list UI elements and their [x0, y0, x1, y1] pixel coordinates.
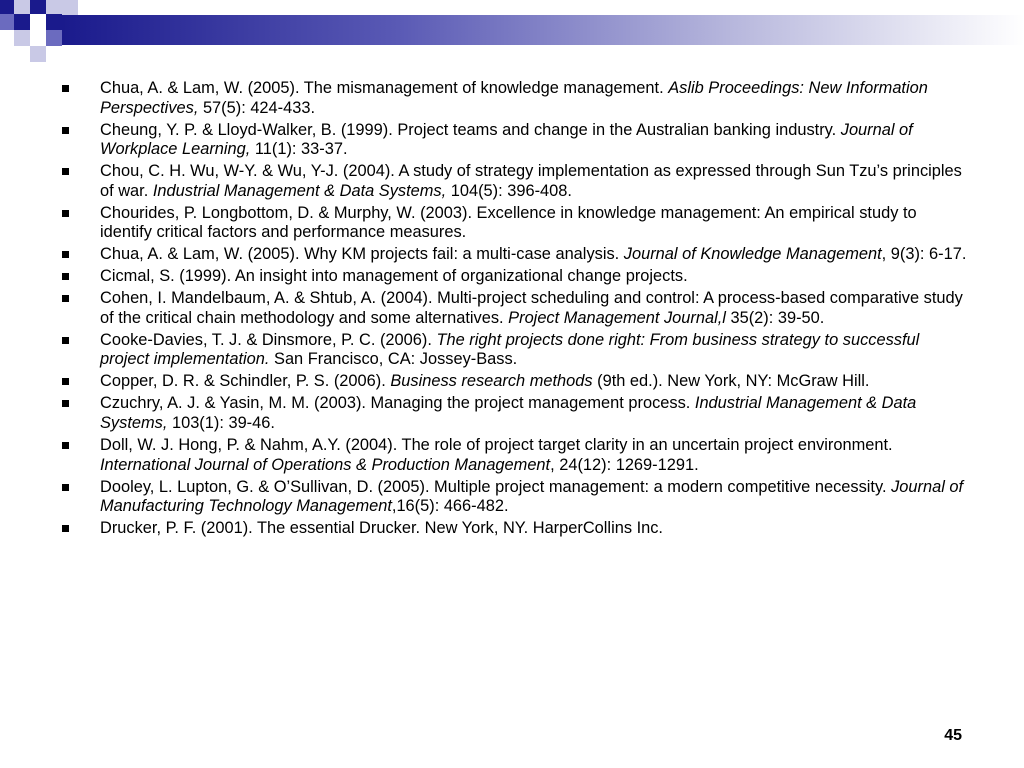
- reference-text: 11(1): 33-37.: [250, 140, 348, 159]
- reference-text: , 9(3): 6-17.: [881, 245, 967, 264]
- reference-text: Copper, D. R. & Schindler, P. S. (2006).: [100, 372, 391, 391]
- reference-text: Cheung, Y. P. & Lloyd-Walker, B. (1999). Project teams and change in the Australian banking industry.: [100, 120, 841, 139]
- deco-square: [14, 14, 30, 30]
- reference-source: Business research methods: [390, 372, 593, 391]
- reference-text: 57(5): 424-433.: [198, 98, 316, 117]
- deco-square: [0, 0, 14, 14]
- reference-source: Journal of Knowledge Management: [623, 245, 882, 264]
- deco-square: [62, 0, 78, 15]
- reference-text: 104(5): 396-408.: [446, 181, 572, 200]
- reference-text: , 24(12): 1269-1291.: [550, 455, 699, 474]
- reference-source: The right projects done right: From business strategy to successful project implementation.: [100, 330, 920, 369]
- reference-text: Chua, A. & Lam, W. (2005). Why KM projects fail: a multi-case analysis.: [100, 245, 624, 264]
- reference-item: [62, 519, 967, 539]
- reference-text: ,16(5): 466-482.: [391, 497, 509, 516]
- reference-source: Journal of Manufacturing Technology Management: [100, 477, 964, 516]
- page-number: 45: [944, 727, 962, 744]
- reference-text: 103(1): 39-46.: [167, 414, 275, 433]
- reference-source: International Journal of Operations & Production Management: [100, 455, 551, 474]
- reference-item: [62, 331, 967, 370]
- deco-square: [46, 30, 62, 46]
- deco-square: [14, 0, 30, 14]
- reference-item: [62, 267, 967, 287]
- deco-square: [46, 14, 62, 30]
- gradient-bar: [62, 15, 1024, 45]
- deco-square: [0, 14, 14, 30]
- reference-item: [62, 121, 967, 160]
- reference-item: [62, 372, 967, 392]
- reference-text: Czuchry, A. J. & Yasin, M. M. (2003). Managing the project management process.: [100, 394, 695, 413]
- deco-square: [46, 0, 62, 14]
- reference-source: Project Management Journal,l: [508, 308, 726, 327]
- reference-list: [62, 79, 967, 541]
- reference-source: Aslib Proceedings: New Information Perspectives,: [100, 79, 928, 117]
- reference-source: Industrial Management & Data Systems,: [100, 394, 917, 433]
- deco-square: [30, 46, 46, 62]
- reference-item: [62, 478, 967, 517]
- reference-text: Chourides, P. Longbottom, D. & Murphy, W. (2003). Excellence in knowledge management: An empirical study to identify critical factors and performance measures.: [100, 203, 917, 242]
- deco-square: [30, 0, 46, 14]
- reference-text: Chua, A. & Lam, W. (2005). The mismanagement of knowledge management.: [100, 79, 669, 97]
- reference-source: Journal of Workplace Learning,: [100, 120, 913, 159]
- reference-item: [62, 245, 967, 265]
- reference-text: Dooley, L. Lupton, G. & O’Sullivan, D. (2005). Multiple project management: a modern competitive necessity.: [100, 477, 892, 496]
- reference-item: [62, 436, 967, 475]
- reference-item: [62, 394, 967, 433]
- reference-text: Cooke-Davies, T. J. & Dinsmore, P. C. (2006).: [100, 330, 437, 349]
- reference-source: Industrial Management & Data Systems,: [152, 181, 447, 200]
- reference-text: Cicmal, S. (1999). An insight into management of organizational change projects.: [100, 267, 688, 286]
- reference-item: [62, 204, 967, 243]
- reference-text: (9th ed.). New York, NY: McGraw Hill.: [592, 372, 870, 391]
- header-decoration: [0, 0, 1024, 70]
- deco-square: [14, 30, 30, 46]
- reference-item: [62, 162, 967, 201]
- reference-text: 35(2): 39-50.: [725, 308, 825, 327]
- reference-text: Drucker, P. F. (2001). The essential Drucker. New York, NY. HarperCollins Inc.: [100, 519, 663, 538]
- reference-text: Chou, C. H. Wu, W-Y. & Wu, Y-J. (2004). A study of strategy implementation as expressed through Sun Tzu’s principles of war.: [100, 162, 962, 200]
- reference-text: Doll, W. J. Hong, P. & Nahm, A.Y. (2004). The role of project target clarity in an uncertain project environment.: [100, 436, 893, 454]
- reference-item: [62, 79, 967, 118]
- reference-item: [62, 289, 967, 328]
- reference-text: Cohen, I. Mandelbaum, A. & Shtub, A. (2004). Multi-project scheduling and control: A process-based comparative study of the critical chain methodology and some alternatives.: [100, 289, 963, 327]
- reference-text: San Francisco, CA: Jossey-Bass.: [269, 350, 518, 369]
